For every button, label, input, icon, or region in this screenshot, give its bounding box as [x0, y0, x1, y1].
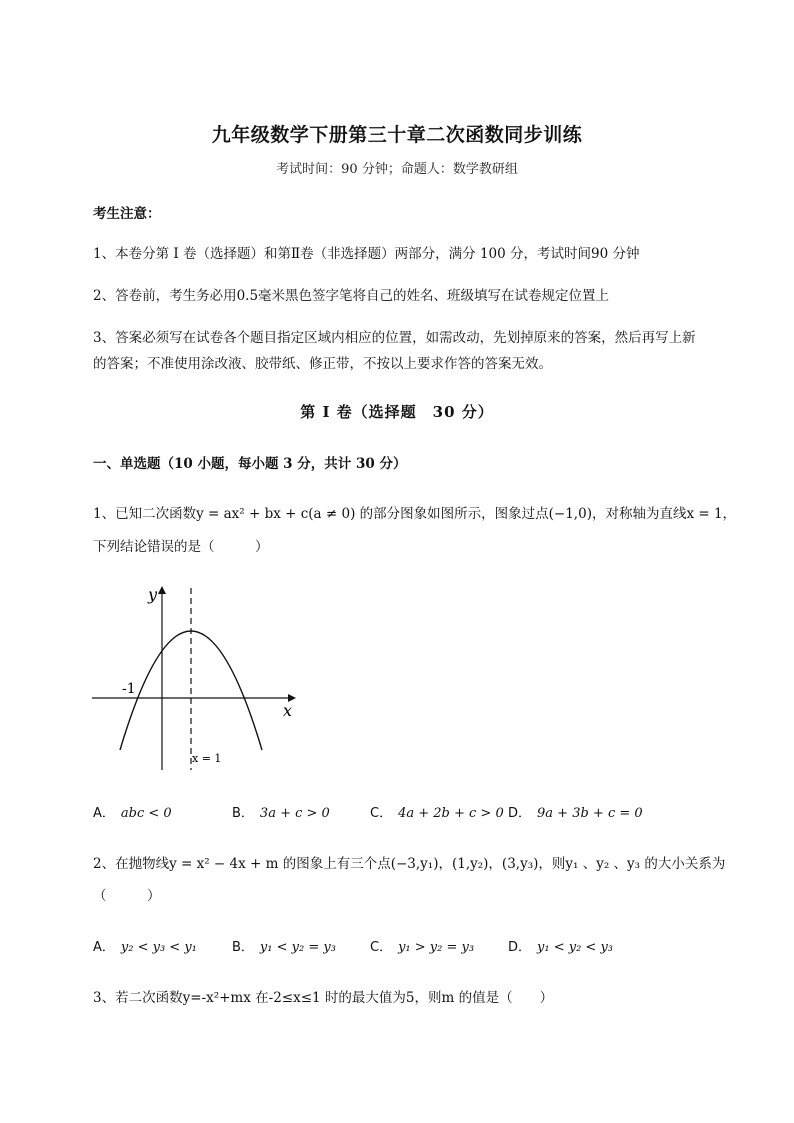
option-b[interactable]: B． 3a + c > 0	[232, 806, 330, 821]
option-a[interactable]: A． abc < 0	[93, 806, 172, 821]
notice-item-3: 3、答案必须写在试卷各个题目指定区域内相应的位置，如需改动，先划掉原来的答案，然后再写上新	[93, 330, 696, 346]
intercept-label: -1	[122, 681, 136, 697]
question-1-stem: 1、已知二次函数y = ax² + bx + c(a ≠ 0) 的部分图象如图所示，图象过点(−1,0)，对称轴为直线x = 1，	[93, 506, 737, 522]
notice-item-2: 2、答卷前，考生务必用0.5毫米黑色签字笔将自己的姓名、班级填写在试卷规定位置上	[93, 288, 610, 304]
option-d[interactable]: D． y₁ < y₂ < y₃	[508, 940, 613, 955]
y-axis-label: y	[148, 585, 158, 604]
notice-heading: 考生注意：	[93, 206, 161, 222]
option-c[interactable]: C． y₁ > y₂ = y₃	[370, 940, 475, 955]
option-b[interactable]: B． y₁ < y₂ = y₃	[232, 940, 336, 955]
page-title: 九年级数学下册第三十章二次函数同步训练	[211, 124, 583, 146]
notice-item-3-cont: 的答案；不准使用涂改液、胶带纸、修正带，不按以上要求作答的答案无效。	[93, 356, 552, 372]
option-d[interactable]: D． 9a + 3b + c = 0	[508, 806, 643, 821]
section-title: 第 I 卷（选择题 30 分）	[300, 403, 494, 421]
question-3-stem: 3、若二次函数y=-x²+mx 在-2≤x≤1 时的最大值为5，则m 的值是（ ）	[93, 990, 554, 1006]
question-2-stem-cont: （ ）	[93, 888, 161, 904]
question-1-options	[93, 802, 693, 822]
question-2-stem: 2、在抛物线y = x² − 4x + m 的图象上有三个点(−3,y₁)，(1,y₂)，(3,y₃)，则y₁ 、y₂ 、y₃ 的大小关系为	[93, 856, 726, 872]
part-title: 一、单选题（10 小题，每小题 3 分，共计 30 分）	[93, 456, 407, 472]
option-c[interactable]: C． 4a + 2b + c > 0	[370, 806, 504, 821]
question-2-options	[93, 936, 693, 956]
y-axis-arrow	[158, 586, 166, 594]
option-a[interactable]: A． y₂ < y₃ < y₁	[93, 940, 197, 955]
exam-info: 考试时间：90 分钟；命题人：数学教研组	[276, 162, 518, 177]
question-1-stem-cont: 下列结论错误的是（ ）	[93, 539, 269, 555]
x-axis-label: x	[283, 701, 293, 720]
notice-item-1: 1、本卷分第 I 卷（选择题）和第Ⅱ卷（非选择题）两部分，满分 100 分，考试时间90 分钟	[93, 246, 640, 262]
symmetry-axis-label: x = 1	[192, 752, 222, 765]
parabola-figure	[90, 580, 300, 775]
